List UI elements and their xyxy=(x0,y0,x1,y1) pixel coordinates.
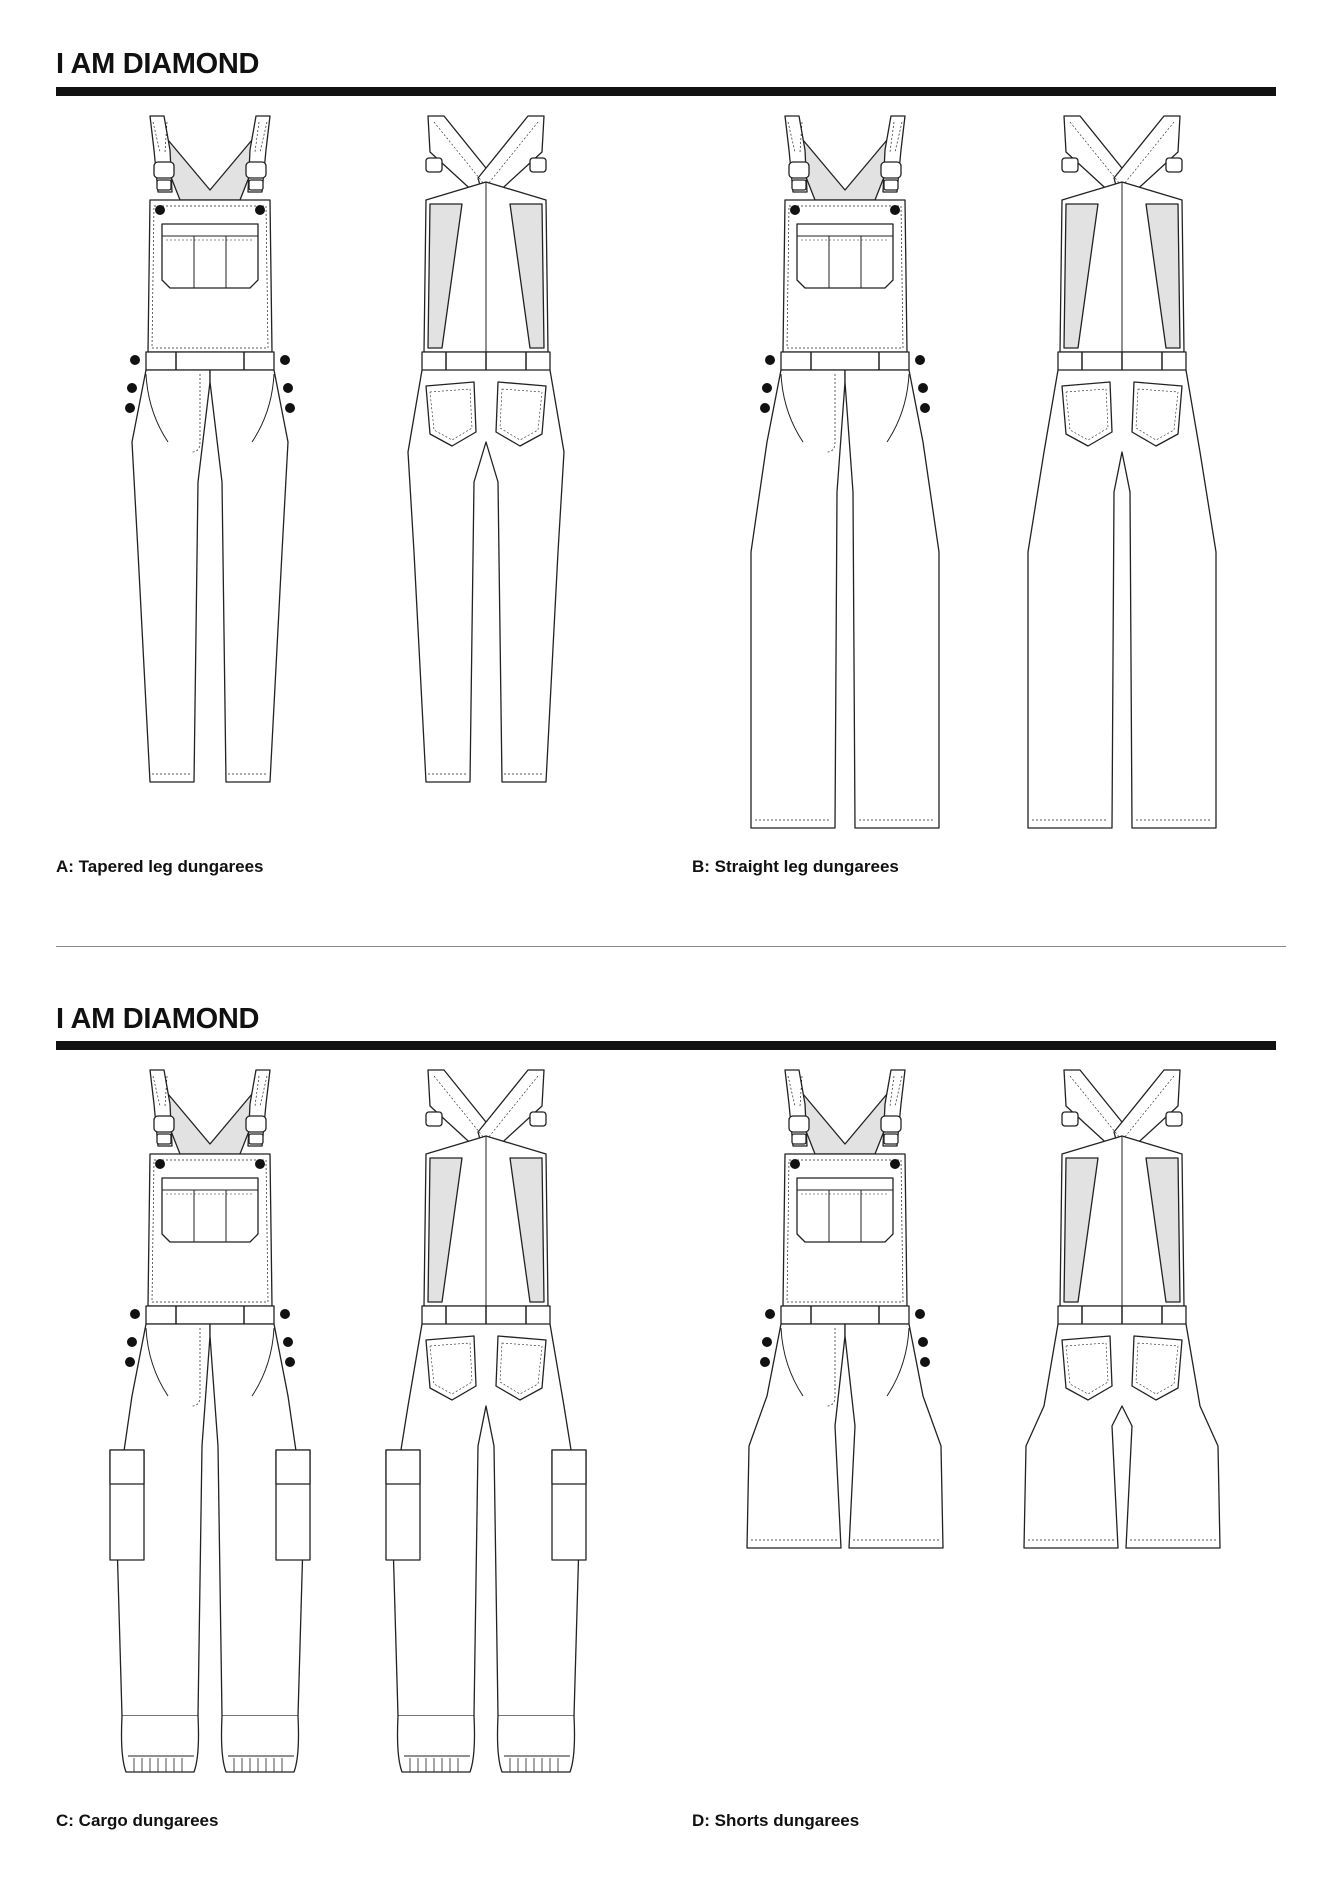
title-rule-second xyxy=(56,1041,1276,1050)
caption-d: D: Shorts dungarees xyxy=(692,1811,860,1830)
page-title-second: I AM DIAMOND xyxy=(56,1003,260,1035)
title-rule xyxy=(56,87,1276,96)
caption-c: C: Cargo dungarees xyxy=(56,1811,219,1830)
straight-leg-dungarees-back-drawing xyxy=(1022,112,1222,832)
shorts-dungarees-back-drawing xyxy=(1022,1066,1222,1566)
cargo-dungarees-front-drawing xyxy=(110,1066,310,1786)
caption-a: A: Tapered leg dungarees xyxy=(56,857,264,876)
straight-leg-dungarees-front-drawing xyxy=(745,112,945,832)
shorts-dungarees-front-drawing xyxy=(745,1066,945,1566)
cargo-dungarees-back-drawing xyxy=(386,1066,586,1786)
tapered-dungarees-front-drawing xyxy=(110,112,310,792)
page-title: I AM DIAMOND xyxy=(56,48,260,80)
caption-b: B: Straight leg dungarees xyxy=(692,857,899,876)
tapered-dungarees-back-drawing xyxy=(386,112,586,792)
section-divider xyxy=(56,946,1286,947)
